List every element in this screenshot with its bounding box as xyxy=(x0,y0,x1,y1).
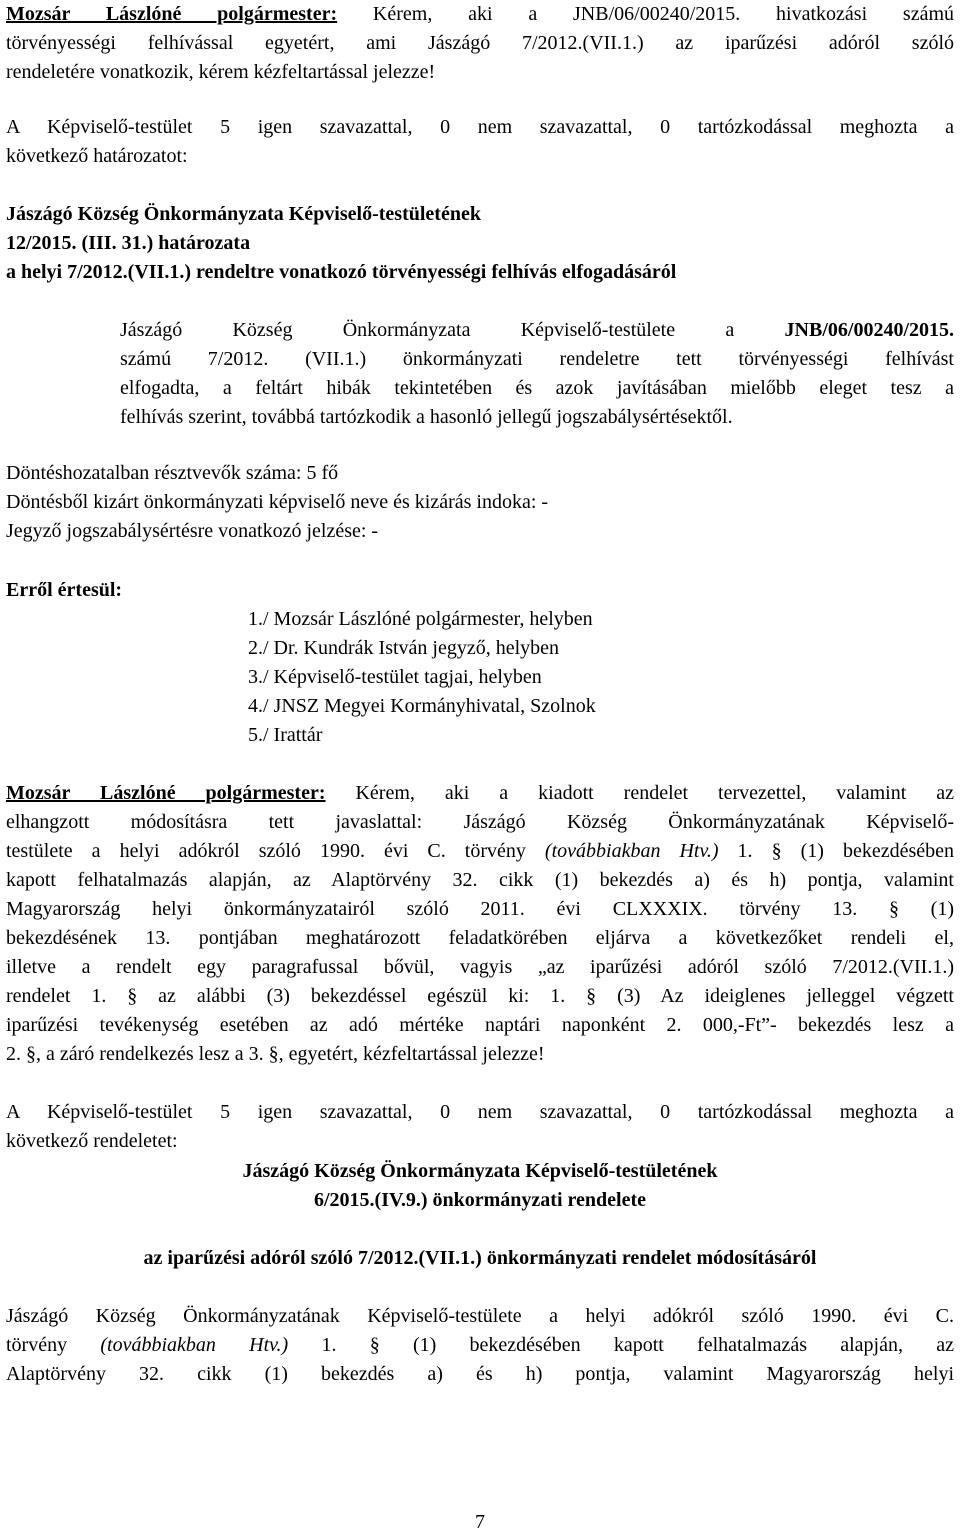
info-line: Döntésből kizárt önkormányzati képviselő neve és kizárás indoka: - xyxy=(6,491,549,513)
paragraph-line: illetve a rendelt egy paragrafussal bővül, vagyis „az iparűzési adóról szóló 7/2012.(VII.1.) xyxy=(6,956,954,978)
paragraph-text: 1. § (1) bekezdésében kapott felhatalmazás alapján, az xyxy=(288,1334,955,1356)
paragraph-line: kapott felhatalmazás alapján, az Alaptörvény 32. cikk (1) bekezdés a) és h) pontja, valamint xyxy=(6,869,954,891)
italic-text: (továbbiakban Htv.) xyxy=(544,840,719,862)
decree-subject: az iparűzési adóról szóló 7/2012.(VII.1.) önkormányzati rendelet módosításáról xyxy=(143,1247,817,1269)
paragraph-line: iparűzési tevékenység esetében az adó mértéke naptári naponként 2. 000,-Ft”- bekezdés lesz a xyxy=(6,1014,954,1036)
paragraph-text: 1. § (1) bekezdésében xyxy=(718,840,954,862)
resolution-body-line: számú 7/2012. (VII.1.) önkormányzati rendeletre tett törvényességi felhívást xyxy=(120,348,954,370)
paragraph-line: A Képviselő-testület 5 igen szavazattal, 0 nem szavazattal, 0 tartózkodással meghozta a xyxy=(6,1101,954,1123)
paragraph-line: rendelet 1. § az alábbi (3) bekezdéssel egészül ki: 1. § (3) Az ideiglenes jelleggel végzett xyxy=(6,985,954,1007)
resolution-subject: a helyi 7/2012.(VII.1.) rendeltre vonatkozó törvényességi felhívás elfogadásáról xyxy=(6,261,677,283)
paragraph-text: Kérem, aki a kiadott rendelet tervezettel, valamint az xyxy=(325,782,954,804)
resolution-body-line xyxy=(120,316,954,345)
resolution-body-text: Jászágó Község Önkormányzata Képviselő-testülete a xyxy=(120,319,785,341)
italic-text: (továbbiakban Htv.) xyxy=(100,1334,289,1356)
paragraph-line: 2. §, a záró rendelkezés lesz a 3. §, egyetért, kézfeltartással jelezze! xyxy=(6,1043,545,1065)
notify-item: 3./ Képviselő-testület tagjai, helyben xyxy=(248,666,542,688)
paragraph-line: törvényességi felhívással egyetért, ami Jászágó 7/2012.(VII.1.) az iparűzési adóról szóló xyxy=(6,32,954,54)
info-line: Döntéshozatalban résztvevők száma: 5 fő xyxy=(6,462,339,484)
notify-item: 2./ Dr. Kundrák István jegyző, helyben xyxy=(248,637,560,659)
paragraph-line: elhangzott módosításra tett javaslattal: Jászágó Község Önkormányzatának Képviselő- xyxy=(6,811,954,833)
speaker-label: Mozsár Lászlóné polgármester: xyxy=(6,3,338,25)
speaker-label: Mozsár Lászlóné polgármester: xyxy=(6,782,326,804)
notify-item: 5./ Irattár xyxy=(248,724,323,746)
resolution-number: 12/2015. (III. 31.) határozata xyxy=(6,232,251,254)
resolution-title: Jászágó Község Önkormányzata Képviselő-testületének xyxy=(6,203,481,225)
notify-heading: Erről értesül: xyxy=(6,579,123,601)
paragraph-text: testülete a helyi adókról szóló 1990. évi C. törvény xyxy=(6,840,545,862)
paragraph-line: Jászágó Község Önkormányzatának Képviselő-testülete a helyi adókról szóló 1990. évi C. xyxy=(6,1305,954,1327)
resolution-body-line: elfogadta, a feltárt hibák tekintetében és azok javításában mielőbb eleget tesz a xyxy=(120,377,954,399)
paragraph-line: Magyarország helyi önkormányzatairól szóló 2011. évi CLXXXIX. törvény 13. § (1) xyxy=(6,898,954,920)
paragraph-text: Kérem, aki a JNB/06/00240/2015. hivatkozási számú xyxy=(337,3,955,25)
reference-number: JNB/06/00240/2015. xyxy=(784,319,954,341)
notify-item: 1./ Mozsár Lászlóné polgármester, helyben xyxy=(248,608,593,630)
paragraph-line: Alaptörvény 32. cikk (1) bekezdés a) és h) pontja, valamint Magyarország helyi xyxy=(6,1363,954,1385)
paragraph-line xyxy=(6,0,954,29)
decree-title: Jászágó Község Önkormányzata Képviselő-testületének xyxy=(242,1160,718,1182)
paragraph-line: rendeletére vonatkozik, kérem kézfeltartással jelezze! xyxy=(6,61,436,83)
paragraph-line: bekezdésének 13. pontjában meghatározott feladatkörében eljárva a következőket rendeli el, xyxy=(6,927,954,949)
page-number: 7 xyxy=(475,1511,485,1533)
paragraph-line: következő rendeletet: xyxy=(6,1130,178,1152)
paragraph-line xyxy=(6,779,954,808)
paragraph-line xyxy=(6,1331,954,1360)
info-line: Jegyző jogszabálysértésre vonatkozó jelzése: - xyxy=(6,520,379,542)
paragraph-line: A Képviselő-testület 5 igen szavazattal, 0 nem szavazattal, 0 tartózkodással meghozta a xyxy=(6,116,954,138)
paragraph-line: következő határozatot: xyxy=(6,145,188,167)
resolution-body-line: felhívás szerint, továbbá tartózkodik a hasonló jellegű jogszabálysértésektől. xyxy=(120,406,733,428)
decree-number: 6/2015.(IV.9.) önkormányzati rendelete xyxy=(313,1189,646,1211)
notify-item: 4./ JNSZ Megyei Kormányhivatal, Szolnok xyxy=(248,695,596,717)
paragraph-line xyxy=(6,837,954,866)
paragraph-text: törvény xyxy=(6,1334,101,1356)
